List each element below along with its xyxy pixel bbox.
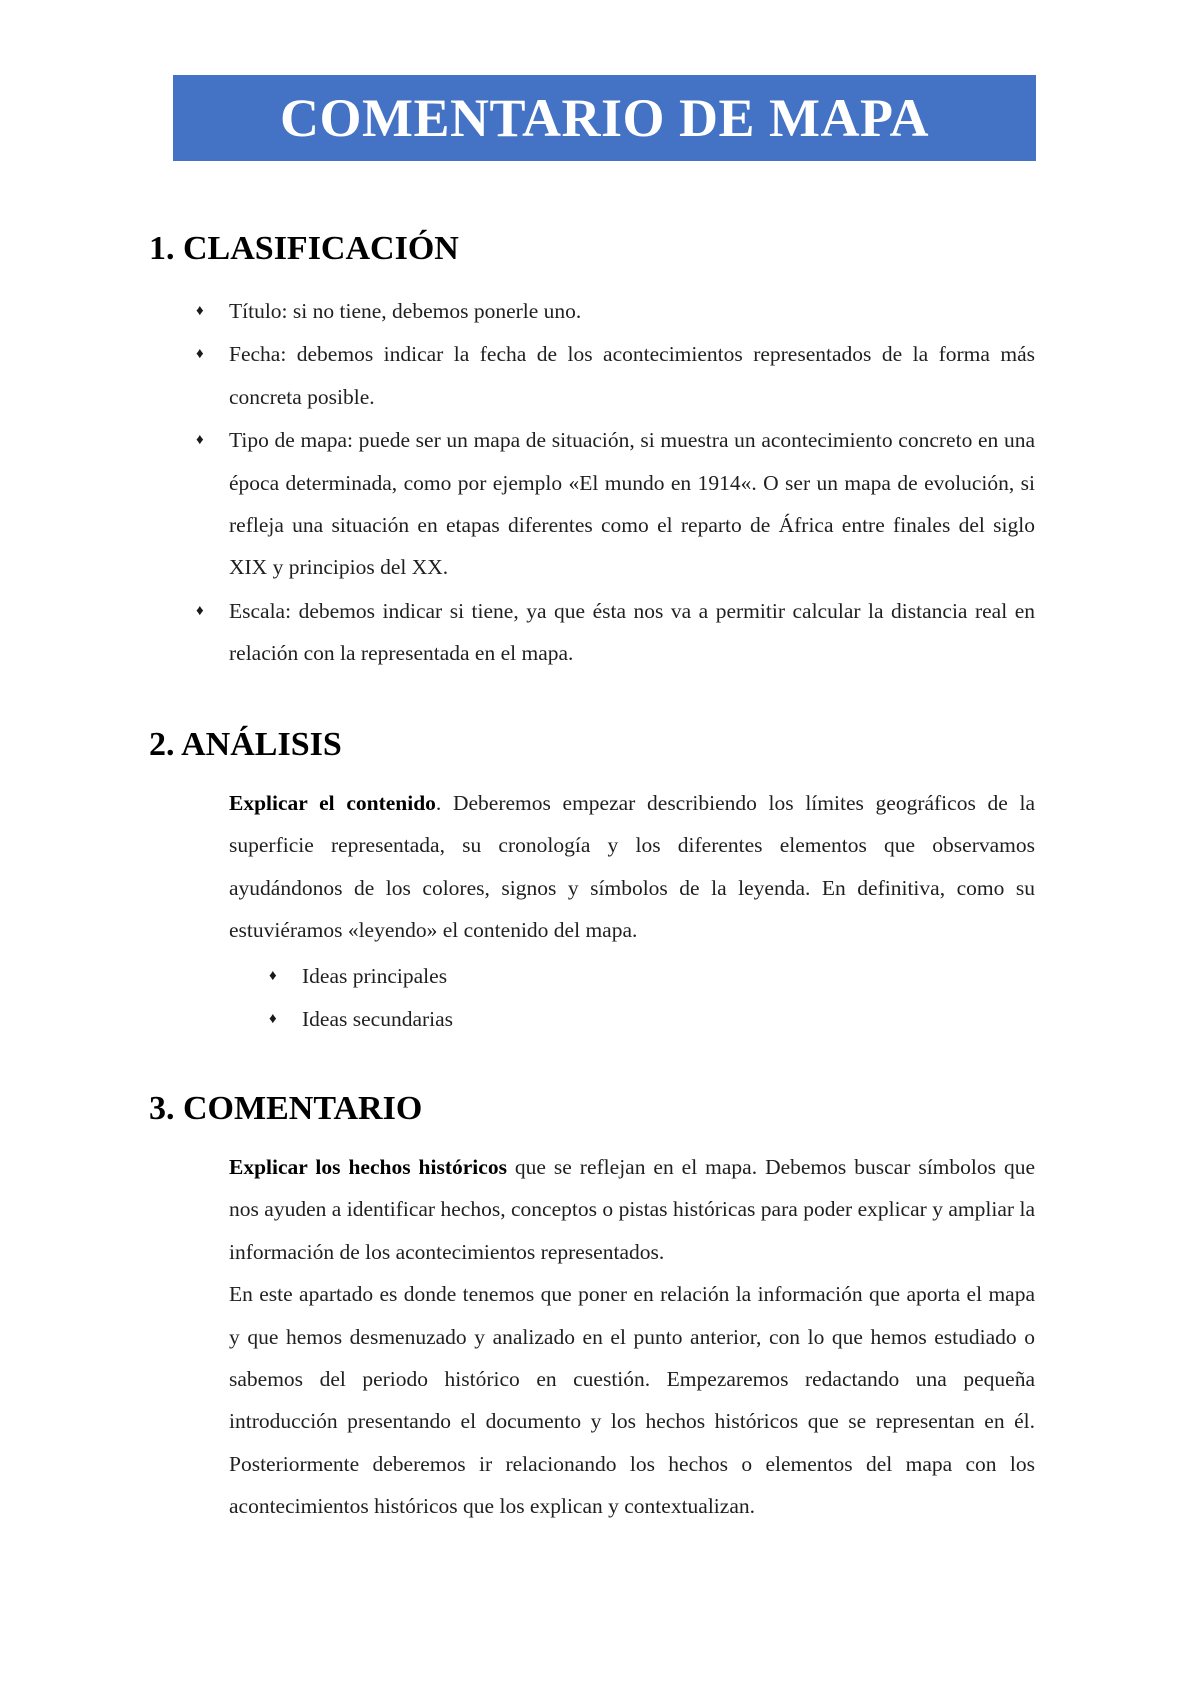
- document-title: COMENTARIO DE MAPA: [280, 88, 929, 148]
- analisis-body: . Deberemos empezar describiendo los límites geográficos de la superficie representada, su cronología y los diferentes elementos que observamos ayudándonos de los colores, signos y símbolos de la leyenda. En definitiva, como su estuviéramos «leyendo» el contenido del mapa.: [229, 791, 1035, 943]
- diamond-bullet-icon: ♦: [196, 303, 204, 319]
- list-item: [196, 290, 1035, 332]
- list-item-text: Ideas principales: [302, 964, 448, 988]
- diamond-bullet-icon: ♦: [269, 968, 277, 984]
- list-item-text: Ideas secundarias: [302, 1007, 454, 1032]
- comentario-block: [229, 1146, 1035, 1528]
- list-item: [196, 590, 1035, 675]
- section-heading-comentario: 3. COMENTARIO: [149, 1090, 423, 1127]
- diamond-bullet-icon: ♦: [196, 346, 204, 363]
- list-item: [269, 998, 1002, 1040]
- diamond-bullet-icon: ♦: [269, 1011, 277, 1028]
- analisis-list-block: [269, 955, 1002, 1041]
- comentario-lead: Explicar los hechos históricos: [229, 1155, 507, 1179]
- diamond-bullet-icon: ♦: [196, 432, 204, 449]
- comentario-paragraph-2: En este apartado es donde tenemos que poner en relación la información que aporta el mapa y que hemos desmenuzado y analizado en el punto anterior, con lo que hemos estudiado o sabemos del periodo histórico en cuestión. Empezaremos redactando una pequeña introducción presentando el documento y los hechos históricos que se representan en él. Posteriormente deberemos ir relacionando los hechos o elementos del mapa con los acontecimientos históricos que los explican y contextualizan.: [229, 1282, 1035, 1519]
- list-item-text: Tipo de mapa: puede ser un mapa de situación, si muestra un acontecimiento concreto en una época determinada, como por ejemplo «El mundo en 1914«. O ser un mapa de evolución, si refleja una situación en etapas diferentes como el reparto de África entre finales del siglo XIX y principios del XX.: [229, 428, 1035, 580]
- list-item-text: Título: si no tiene, debemos ponerle uno.: [229, 299, 582, 323]
- comentario-paragraph-1: [229, 1146, 1035, 1273]
- analisis-lead: Explicar el contenido: [229, 791, 436, 815]
- diamond-bullet-icon: ♦: [196, 602, 204, 619]
- list-item: [269, 955, 1002, 997]
- list-item-text: Fecha: debemos indicar la fecha de los acontecimientos representados de la forma más concreta posible.: [229, 342, 1035, 409]
- list-item: [196, 419, 1035, 589]
- clasificacion-list-block: [196, 290, 1035, 675]
- list-item-text: Escala: debemos indicar si tiene, ya que ésta nos va a permitir calcular la distancia real en relación con la representada en el mapa.: [229, 598, 1035, 666]
- section-heading-clasificacion: 1. CLASIFICACIÓN: [149, 230, 459, 267]
- title-banner: [173, 75, 1036, 161]
- analisis-block: [229, 782, 1035, 952]
- list-item: [196, 333, 1035, 418]
- analisis-paragraph: [229, 782, 1035, 952]
- clasificacion-list: [196, 290, 1035, 675]
- section-heading-analisis: 2. ANÁLISIS: [149, 726, 342, 763]
- comentario-body: que se reflejan en el mapa. Debemos buscar símbolos que nos ayuden a identificar hechos, conceptos o pistas históricas para poder explicar y ampliar la información de los acontecimientos representados.: [229, 1155, 1035, 1264]
- analisis-list: [269, 955, 1002, 1041]
